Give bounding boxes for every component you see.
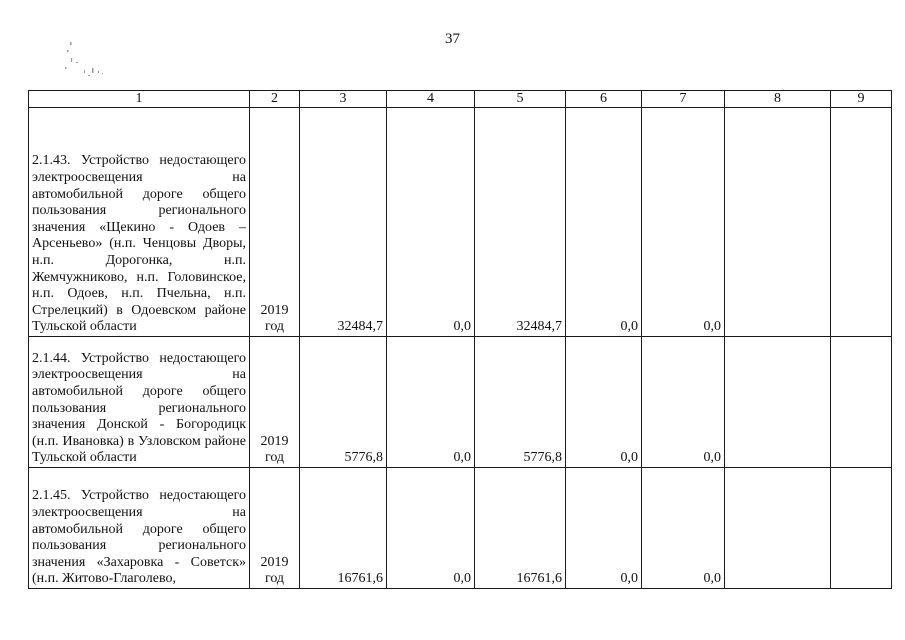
value-col-9 (831, 337, 892, 468)
data-table (28, 90, 892, 589)
value-col-8 (725, 337, 831, 468)
item-description: 2.1.45. Устройство недостающего электроосвещения на автомобильной дороге общего пользования регионального значения «Захаровка - Советск» (н.п. Житово-Глаголево, (29, 468, 250, 589)
value-col-4: 0,0 (387, 337, 475, 468)
value-col-3: 32484,7 (300, 108, 387, 337)
column-number: 8 (725, 91, 831, 108)
item-year: 2019 год (250, 468, 300, 589)
page-number: 37 (445, 31, 460, 47)
value-col-6: 0,0 (566, 108, 642, 337)
column-number: 3 (300, 91, 387, 108)
table-row (29, 468, 892, 589)
value-col-7: 0,0 (642, 337, 725, 468)
value-col-7: 0,0 (642, 468, 725, 589)
column-number: 6 (566, 91, 642, 108)
value-col-4: 0,0 (387, 108, 475, 337)
value-col-3: 5776,8 (300, 337, 387, 468)
value-col-4: 0,0 (387, 468, 475, 589)
item-year: 2019 год (250, 108, 300, 337)
value-col-6: 0,0 (566, 337, 642, 468)
column-number: 1 (29, 91, 250, 108)
scan-speckle-marks (62, 40, 122, 85)
value-col-7: 0,0 (642, 108, 725, 337)
column-number: 5 (475, 91, 566, 108)
value-col-9 (831, 108, 892, 337)
column-number: 7 (642, 91, 725, 108)
table-row (29, 337, 892, 468)
column-number-row (29, 91, 892, 108)
item-description: 2.1.43. Устройство недостающего электроосвещения на автомобильной дороге общего пользования регионального значения «Щекино - Одоев – Арсеньево» (н.п. Ченцовы Дворы, н.п. Дорогонка, н.п. Жемчужниково, н.п. Головинское, н.п. Одоев, н.п. Пчельна, н.п. Стрелецкий) в Одоевском районе Тульской области (29, 108, 250, 337)
column-number: 4 (387, 91, 475, 108)
value-col-8 (725, 468, 831, 589)
item-description: 2.1.44. Устройство недостающего электроосвещения на автомобильной дороге общего пользования регионального значения Донской - Богородицк (н.п. Ивановка) в Узловском районе Тульской области (29, 337, 250, 468)
column-number: 2 (250, 91, 300, 108)
value-col-3: 16761,6 (300, 468, 387, 589)
value-col-5: 32484,7 (475, 108, 566, 337)
value-col-9 (831, 468, 892, 589)
table-row (29, 108, 892, 337)
item-year: 2019 год (250, 337, 300, 468)
column-number: 9 (831, 91, 892, 108)
value-col-5: 16761,6 (475, 468, 566, 589)
value-col-5: 5776,8 (475, 337, 566, 468)
value-col-6: 0,0 (566, 468, 642, 589)
value-col-8 (725, 108, 831, 337)
